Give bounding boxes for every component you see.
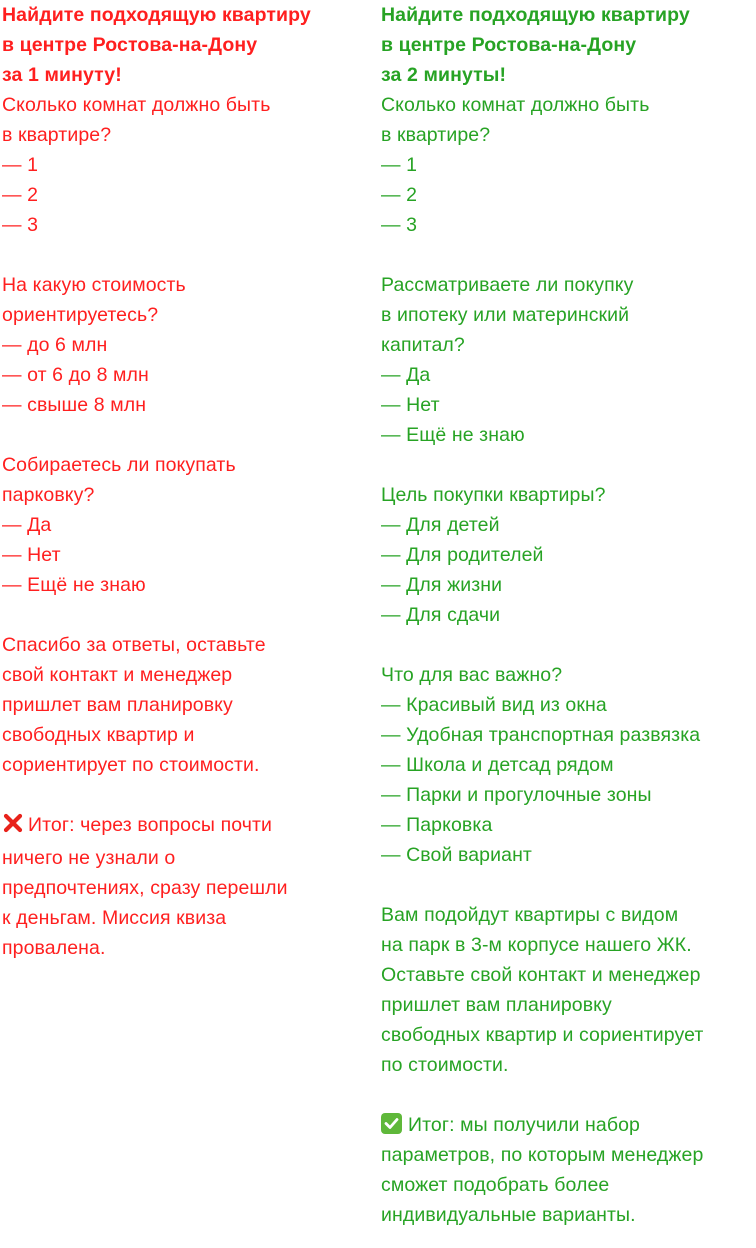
answer-option: — Нет bbox=[2, 544, 61, 566]
answer-option: — Парки и прогулочные зоны bbox=[381, 784, 652, 806]
question-parking bbox=[2, 450, 352, 600]
answer-option: — 2 bbox=[2, 184, 39, 206]
thanks-line: свободных квартир и bbox=[2, 724, 195, 746]
thanks-line: Спасибо за ответы, оставьте bbox=[2, 634, 266, 656]
result-line: предпочтениях, сразу перешли bbox=[2, 877, 288, 899]
heading-line: Найдите подходящую квартиру bbox=[2, 4, 311, 26]
thanks-line: пришлет вам планировку bbox=[2, 694, 233, 716]
question-text: На какую стоимость bbox=[2, 274, 186, 296]
bad-quiz-column bbox=[2, 0, 352, 963]
result-summary bbox=[381, 1110, 753, 1230]
thanks-message bbox=[381, 900, 753, 1080]
answer-option: — Для сдачи bbox=[381, 604, 501, 626]
result-line: Итог: через вопросы почти bbox=[28, 814, 273, 836]
question-text: в квартире? bbox=[2, 124, 112, 146]
thanks-message bbox=[2, 630, 352, 780]
heading-line: за 1 минуту! bbox=[2, 64, 122, 86]
answer-option: — Красивый вид из окна bbox=[381, 694, 607, 716]
result-line: ничего не узнали о bbox=[2, 847, 176, 869]
heading-line: Найдите подходящую квартиру bbox=[381, 4, 690, 26]
answer-option: — Удобная транспортная развязка bbox=[381, 724, 701, 746]
thanks-line: пришлет вам планировку bbox=[381, 994, 612, 1016]
thanks-line: свободных квартир и сориентирует bbox=[381, 1024, 704, 1046]
question-text: Сколько комнат должно быть bbox=[2, 94, 271, 116]
thanks-line: свой контакт и менеджер bbox=[2, 664, 233, 686]
answer-option: — Школа и детсад рядом bbox=[381, 754, 614, 776]
thanks-line: на парк в 3-м корпусе нашего ЖК. bbox=[381, 934, 692, 956]
answer-option: — 3 bbox=[2, 214, 39, 236]
question-rooms bbox=[381, 90, 753, 240]
question-text: в квартире? bbox=[381, 124, 491, 146]
answer-option: — Парковка bbox=[381, 814, 493, 836]
good-quiz-heading bbox=[381, 0, 753, 90]
answer-option: — Нет bbox=[381, 394, 440, 416]
answer-option: — свыше 8 млн bbox=[2, 394, 147, 416]
result-line: параметров, по которым менеджер bbox=[381, 1144, 704, 1166]
question-text: Сколько комнат должно быть bbox=[381, 94, 650, 116]
good-quiz-column bbox=[381, 0, 753, 1230]
answer-option: — Для жизни bbox=[381, 574, 503, 596]
question-text: ориентируетесь? bbox=[2, 304, 159, 326]
question-text: Что для вас важно? bbox=[381, 664, 563, 686]
question-text: капитал? bbox=[381, 334, 465, 356]
question-text: парковку? bbox=[2, 484, 95, 506]
check-mark-icon bbox=[381, 1113, 402, 1134]
thanks-line: по стоимости. bbox=[381, 1054, 509, 1076]
answer-option: — 1 bbox=[2, 154, 39, 176]
question-rooms bbox=[2, 90, 352, 240]
question-text: Рассматриваете ли покупку bbox=[381, 274, 634, 296]
answer-option: — Ещё не знаю bbox=[381, 424, 525, 446]
cross-mark-icon bbox=[2, 812, 24, 843]
question-price bbox=[2, 270, 352, 420]
heading-line: в центре Ростова-на-Дону bbox=[381, 34, 637, 56]
question-purpose bbox=[381, 480, 753, 630]
heading-line: в центре Ростова-на-Дону bbox=[2, 34, 258, 56]
answer-option: — Да bbox=[381, 364, 431, 386]
thanks-line: Вам подойдут квартиры с видом bbox=[381, 904, 679, 926]
answer-option: — Для детей bbox=[381, 514, 500, 536]
question-text: в ипотеку или материнский bbox=[381, 304, 630, 326]
result-line: индивидуальные варианты. bbox=[381, 1204, 636, 1226]
answer-option: — 2 bbox=[381, 184, 418, 206]
result-summary bbox=[2, 810, 352, 963]
question-text: Собираетесь ли покупать bbox=[2, 454, 236, 476]
answer-option: — Свой вариант bbox=[381, 844, 532, 866]
answer-option: — Да bbox=[2, 514, 52, 536]
heading-line: за 2 минуты! bbox=[381, 64, 507, 86]
answer-option: — 1 bbox=[381, 154, 418, 176]
result-line: к деньгам. Миссия квиза bbox=[2, 907, 227, 929]
answer-option: — Ещё не знаю bbox=[2, 574, 146, 596]
answer-option: — 3 bbox=[381, 214, 418, 236]
answer-option: — до 6 млн bbox=[2, 334, 108, 356]
answer-option: — Для родителей bbox=[381, 544, 544, 566]
question-text: Цель покупки квартиры? bbox=[381, 484, 606, 506]
result-line: сможет подобрать более bbox=[381, 1174, 610, 1196]
bad-quiz-heading bbox=[2, 0, 352, 90]
result-line: провалена. bbox=[2, 937, 106, 959]
question-priorities bbox=[381, 660, 753, 870]
answer-option: — от 6 до 8 млн bbox=[2, 364, 149, 386]
thanks-line: Оставьте свой контакт и менеджер bbox=[381, 964, 701, 986]
result-line: Итог: мы получили набор bbox=[408, 1114, 640, 1136]
thanks-line: сориентирует по стоимости. bbox=[2, 754, 260, 776]
question-mortgage bbox=[381, 270, 753, 450]
